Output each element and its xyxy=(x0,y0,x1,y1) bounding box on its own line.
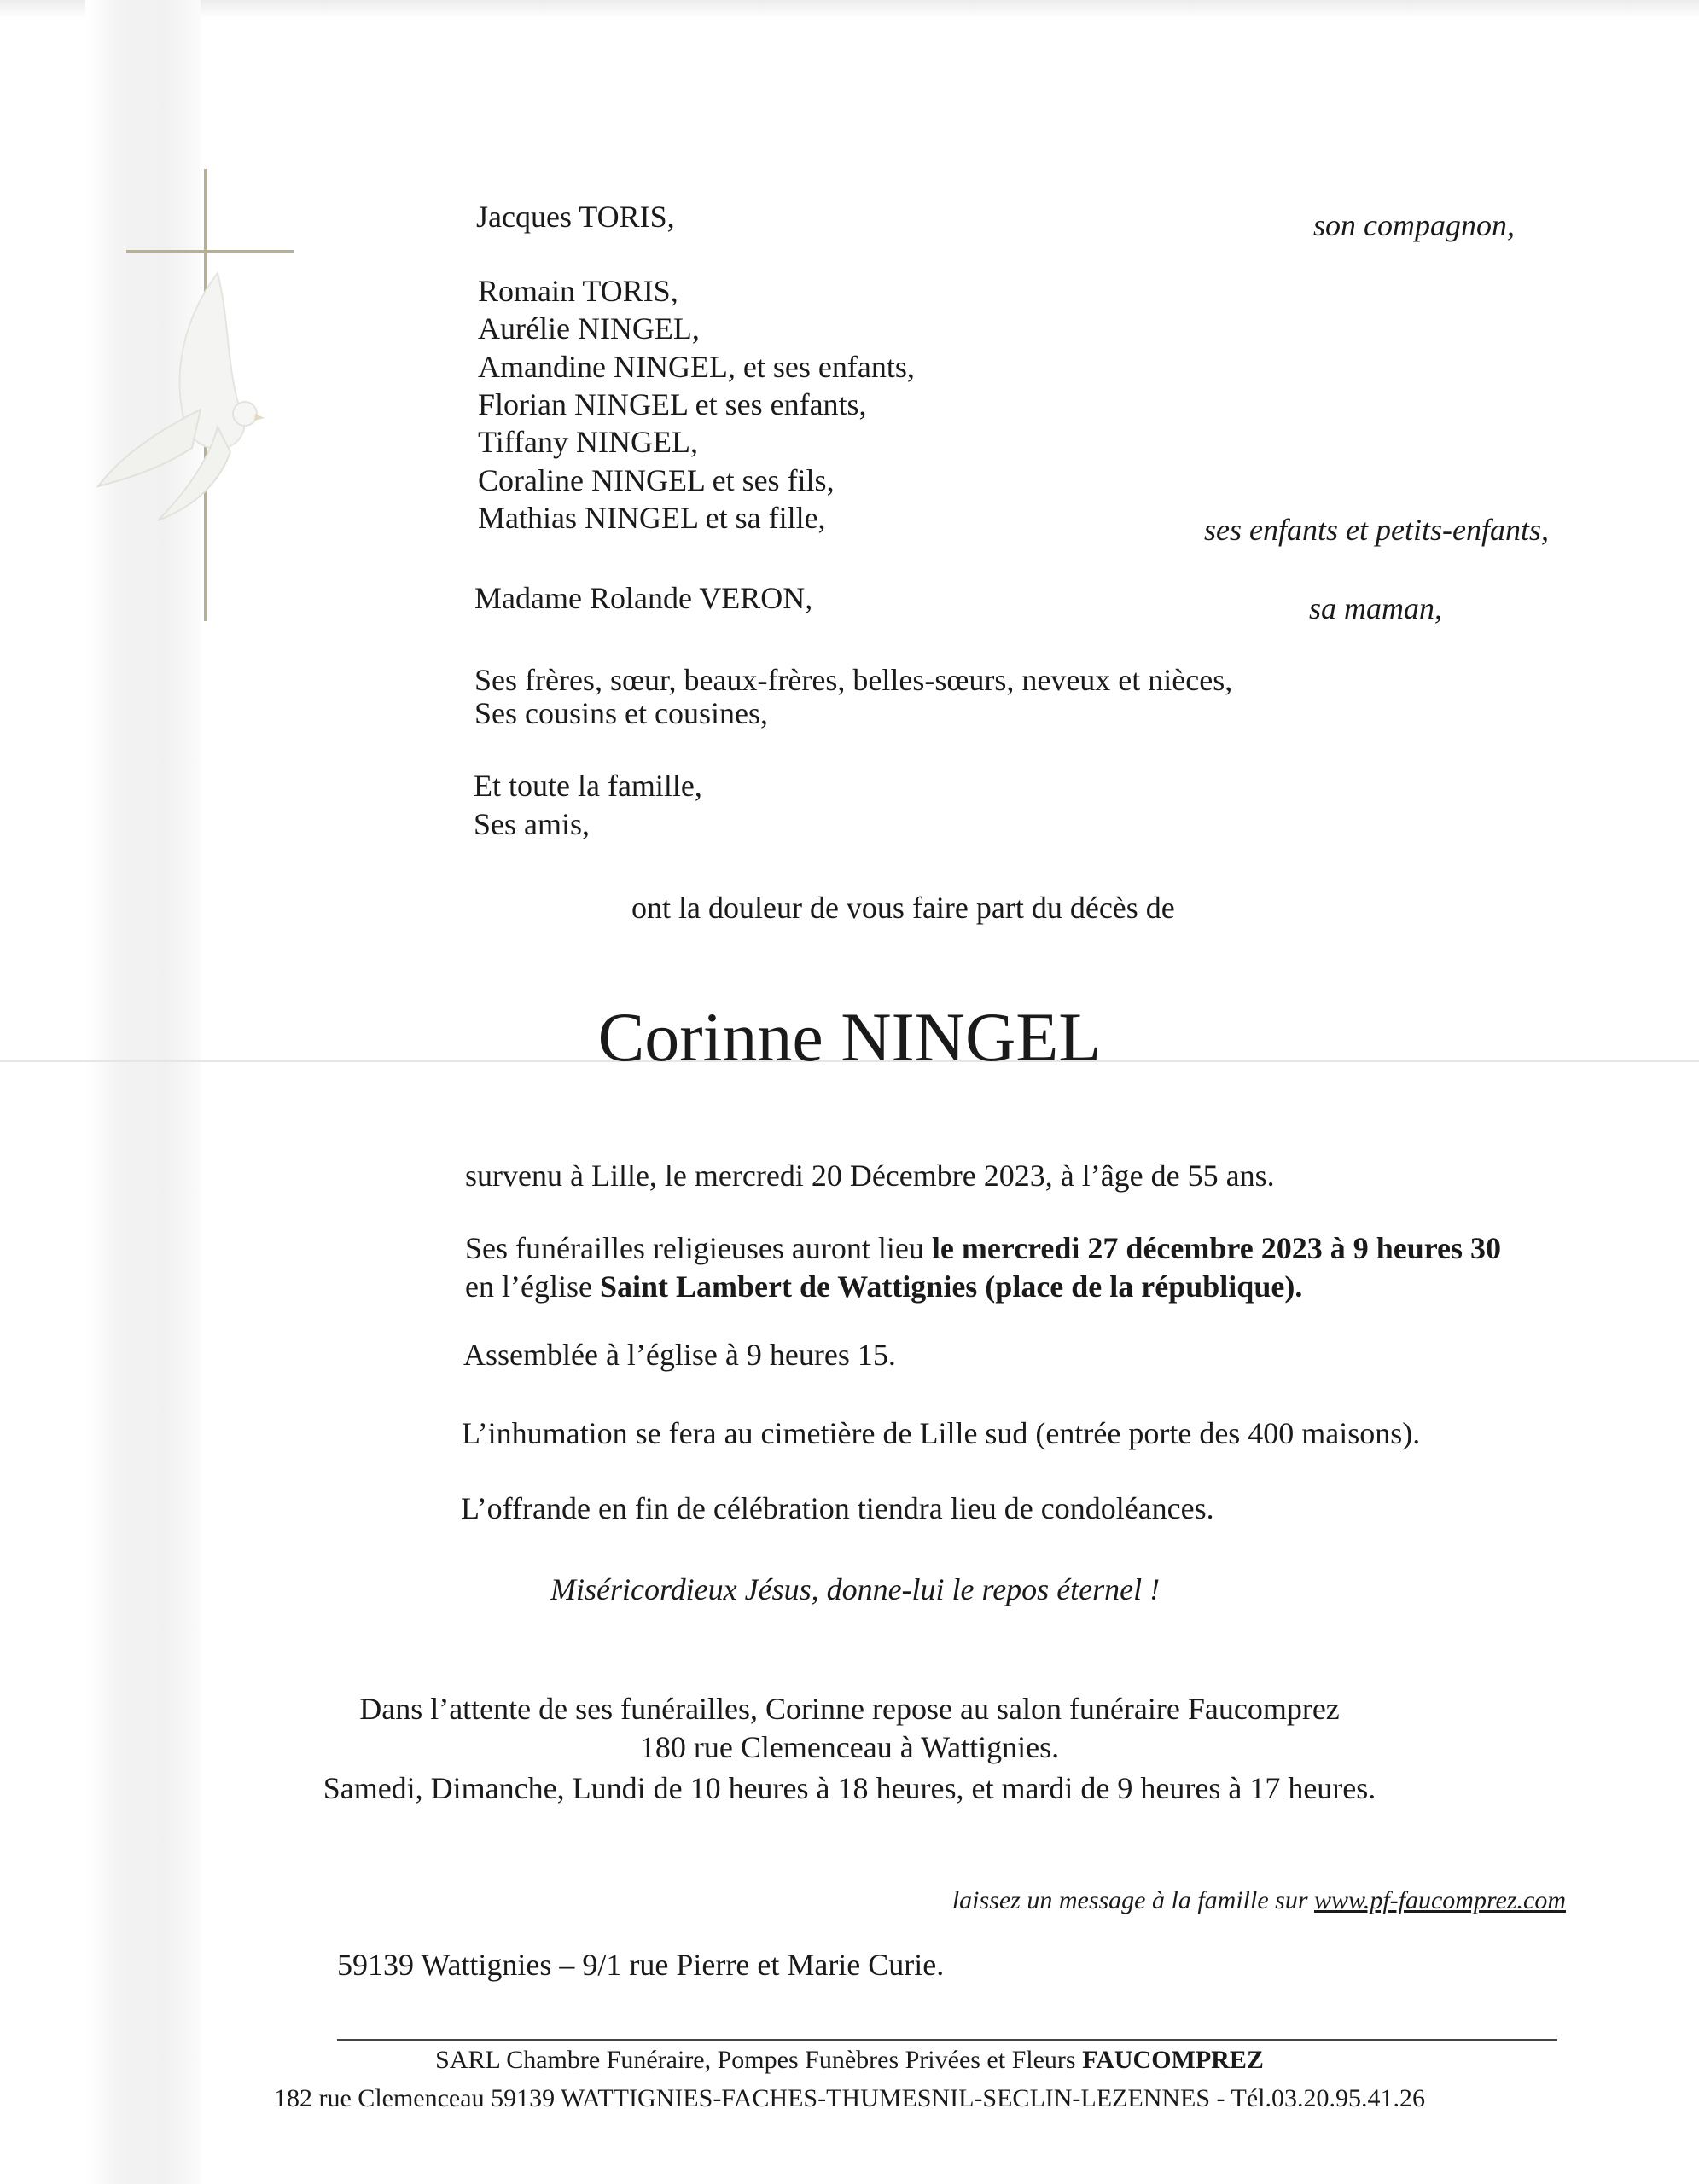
deceased-name: Corinne NINGEL xyxy=(597,998,1102,1076)
companion-name: Jacques TORIS, xyxy=(476,200,675,234)
church-name: Saint Lambert de Wattignies (place de la république). xyxy=(599,1269,1303,1304)
death-info: survenu à Lille, le mercredi 20 Décembre 2023, à l’âge de 55 ans. xyxy=(465,1159,1275,1193)
mother-relation: sa maman, xyxy=(1308,591,1442,625)
funeral-line-2 xyxy=(465,1271,1302,1302)
family-line: Et toute la famille, xyxy=(474,769,702,803)
footer-address: 182 rue Clemenceau 59139 WATTIGNIES-FACHES-THUMESNIL-SECLIN-LEZENNES - Tél.03.20.95.41.26 xyxy=(274,2084,1425,2112)
child-line: Florian NINGEL et ses enfants, xyxy=(478,387,867,421)
child-line: Coraline NINGEL et ses fils, xyxy=(478,463,835,497)
visitation-line-2: 180 rue Clemenceau à Wattignies. xyxy=(639,1730,1060,1764)
visitation-line-3: Samedi, Dimanche, Lundi de 10 heures à 18 heures, et mardi de 9 heures à 17 heures. xyxy=(323,1771,1376,1805)
funeral-line-1-text: Ses funérailles religieuses auront lieu xyxy=(465,1231,932,1265)
child-line: Amandine NINGEL, et ses enfants, xyxy=(478,350,915,384)
burial-line: L’inhumation se fera au cimetière de Lille sud (entrée porte des 400 maisons). xyxy=(462,1416,1421,1450)
prayer-line: Miséricordieux Jésus, donne-lui le repos éternel ! xyxy=(550,1572,1161,1606)
cousins-line: Ses cousins et cousines, xyxy=(474,696,768,730)
visitation-line-1: Dans l’attente de ses funérailles, Corinne repose au salon funéraire Faucomprez xyxy=(359,1692,1340,1726)
funeral-line-2-text: en l’église xyxy=(465,1269,600,1304)
announcement-text: ont la douleur de vous faire part du décès de xyxy=(631,891,1175,925)
child-line: Mathias NINGEL et sa fille, xyxy=(478,501,826,535)
child-line: Romain TORIS, xyxy=(478,274,678,308)
child-line: Aurélie NINGEL, xyxy=(478,311,700,346)
dove-icon xyxy=(90,256,294,537)
top-shadow xyxy=(0,0,1699,19)
footer-rule xyxy=(337,2039,1557,2041)
footer-brand: FAUCOMPREZ xyxy=(1082,2046,1264,2074)
website-link[interactable]: www.pf-faucomprez.com xyxy=(1314,1886,1566,1914)
cross-horizontal-bar xyxy=(126,250,294,253)
children-relation: ses enfants et petits-enfants, xyxy=(1204,513,1549,547)
address-line: 59139 Wattignies – 9/1 rue Pierre et Marie Curie. xyxy=(337,1948,945,1982)
companion-relation: son compagnon, xyxy=(1313,208,1515,242)
offering-line: L’offrande en fin de célébration tiendra lieu de condoléances. xyxy=(461,1491,1214,1525)
message-line xyxy=(768,1888,1566,1914)
mother-name: Madame Rolande VERON, xyxy=(474,581,813,615)
footer-company xyxy=(0,2048,1699,2073)
siblings-line: Ses frères, sœur, beaux-frères, belles-sœurs, neveux et nièces, xyxy=(474,663,1233,697)
funeral-line-1 xyxy=(465,1233,1501,1263)
friends-line: Ses amis, xyxy=(474,807,591,841)
child-line: Tiffany NINGEL, xyxy=(478,425,698,459)
message-text: laissez un message à la famille sur xyxy=(951,1886,1315,1914)
footer-company-text: SARL Chambre Funéraire, Pompes Funèbres Privées et Fleurs xyxy=(435,2046,1083,2074)
assembly-line: Assemblée à l’église à 9 heures 15. xyxy=(463,1338,896,1372)
funeral-date: le mercredi 27 décembre 2023 à 9 heures 30 xyxy=(931,1231,1502,1265)
